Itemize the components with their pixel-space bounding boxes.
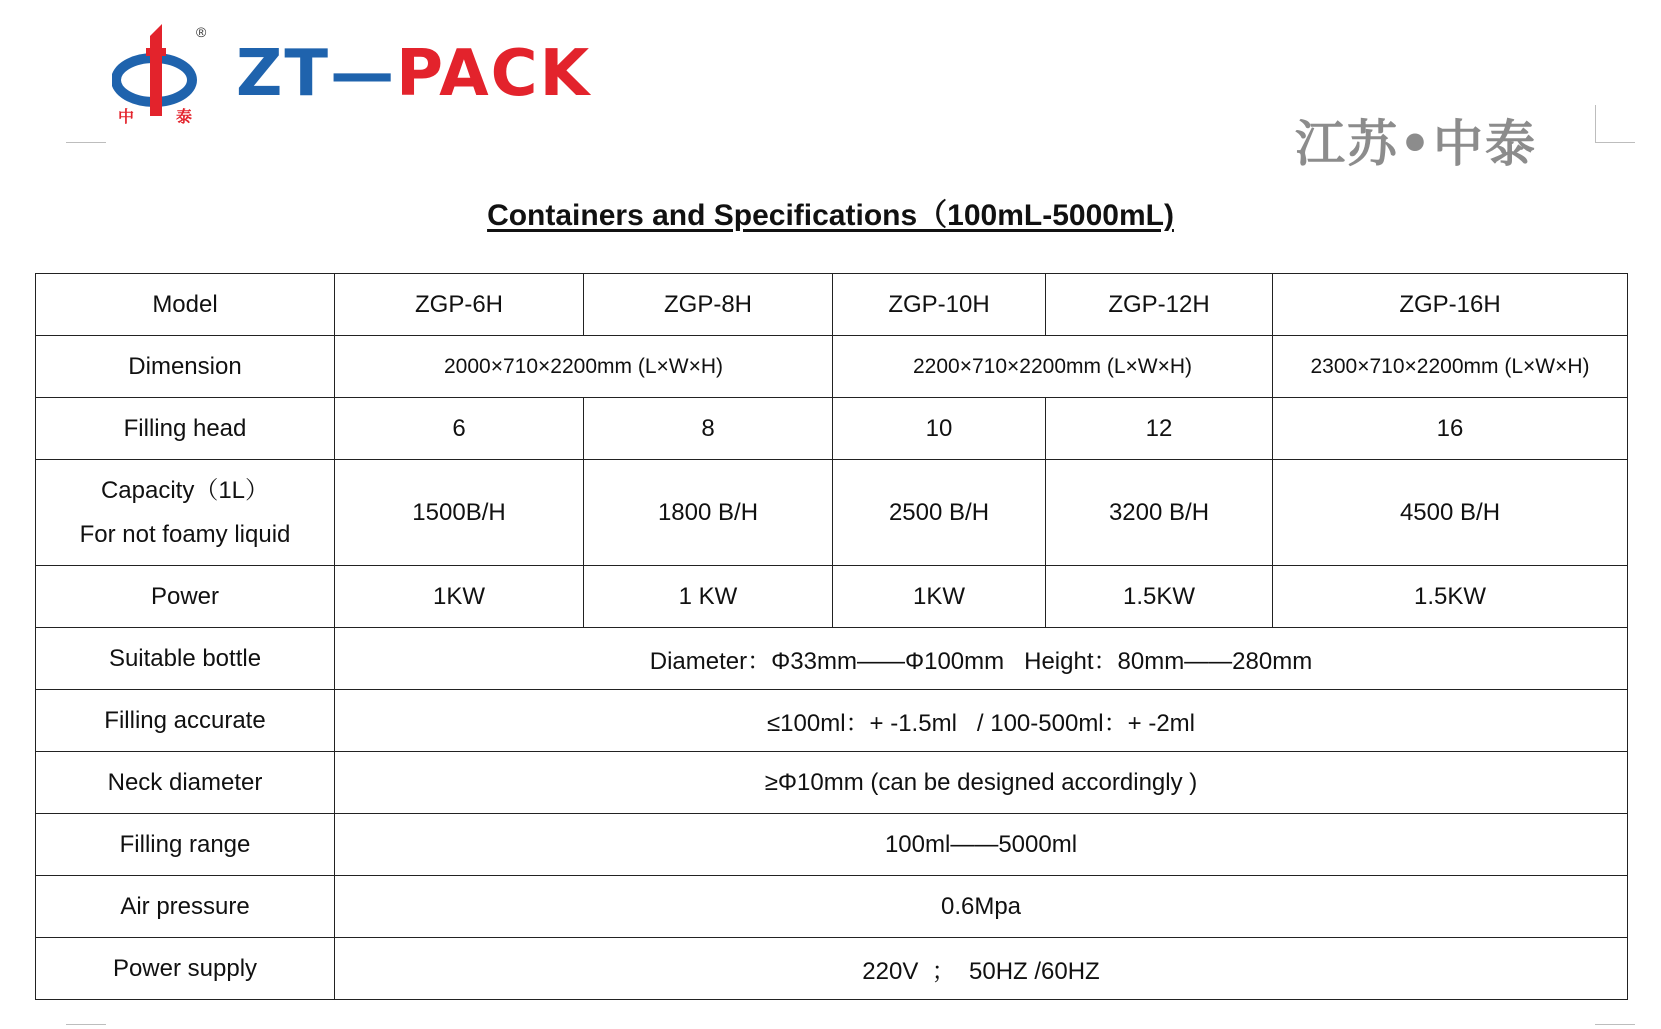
row-label-capacity: [36, 460, 335, 566]
suitable-bottle-cell: Diameter：Φ33mm——Φ100mm Height：80mm——280mm: [335, 628, 1628, 690]
power-cell: 1KW: [335, 566, 584, 628]
logo-char-left: 中: [118, 107, 135, 126]
capacity-label-line1: Capacity（1L）: [100, 476, 270, 504]
row-label-model: Model: [36, 274, 335, 336]
power-cell: 1 KW: [584, 566, 833, 628]
filling-head-cell: 6: [335, 398, 584, 460]
crop-mark-top-right-h: [1595, 142, 1635, 143]
company-name-cn: 江苏•中泰: [1295, 115, 1537, 173]
table-row-filling-range: [36, 814, 1628, 876]
filling-range-cell: 100ml——5000ml: [335, 814, 1628, 876]
model-cell: ZGP-8H: [584, 274, 833, 336]
filling-head-cell: 12: [1046, 398, 1273, 460]
registered-mark: ®: [196, 24, 207, 40]
table-row-power-supply: [36, 938, 1628, 1000]
neck-diameter-cell: ≥Φ10mm (can be designed accordingly ): [335, 752, 1628, 814]
row-label-neck-diameter: Neck diameter: [36, 752, 335, 814]
row-label-filling-range: Filling range: [36, 814, 335, 876]
table-row-suitable-bottle: [36, 628, 1628, 690]
filling-head-cell: 16: [1273, 398, 1628, 460]
capacity-cell: 4500 B/H: [1273, 460, 1628, 566]
row-label-power: Power: [36, 566, 335, 628]
air-pressure-cell: 0.6Mpa: [335, 876, 1628, 938]
model-cell: ZGP-6H: [335, 274, 584, 336]
filling-accurate-cell: ≤100ml：+ -1.5ml / 100-500ml：+ -2ml: [335, 690, 1628, 752]
table-row-dimension: [36, 336, 1628, 398]
table-row-filling-accurate: [36, 690, 1628, 752]
table-row-capacity: [36, 460, 1628, 566]
model-cell: ZGP-10H: [833, 274, 1046, 336]
brand-dash: —: [330, 37, 397, 111]
row-label-dimension: Dimension: [36, 336, 335, 398]
table-row-neck-diameter: [36, 752, 1628, 814]
page-title: Containers and Specifications（100mL-5000mL): [487, 199, 1174, 232]
dimension-cell: 2200×710×2200mm (L×W×H): [833, 336, 1273, 398]
table-row-model: [36, 274, 1628, 336]
capacity-cell: 3200 B/H: [1046, 460, 1273, 566]
dimension-cell: 2000×710×2200mm (L×W×H): [335, 336, 833, 398]
filling-head-cell: 10: [833, 398, 1046, 460]
power-cell: 1.5KW: [1046, 566, 1273, 628]
power-cell: 1.5KW: [1273, 566, 1628, 628]
power-cell: 1KW: [833, 566, 1046, 628]
row-label-power-supply: Power supply: [36, 938, 335, 1000]
brand-zt: ZT: [236, 37, 331, 111]
model-cell: ZGP-12H: [1046, 274, 1273, 336]
model-cell: ZGP-16H: [1273, 274, 1628, 336]
table-row-power: [36, 566, 1628, 628]
row-label-suitable-bottle: Suitable bottle: [36, 628, 335, 690]
row-label-air-pressure: Air pressure: [36, 876, 335, 938]
crop-mark-top-left: [66, 142, 106, 143]
row-label-filling-head: Filling head: [36, 398, 335, 460]
capacity-cell: 2500 B/H: [833, 460, 1046, 566]
crop-mark-bottom-left: [66, 1024, 106, 1025]
row-label-filling-accurate: Filling accurate: [36, 690, 335, 752]
brand-pack: PACK: [396, 37, 592, 111]
crop-mark-bottom-right: [1595, 1024, 1635, 1025]
capacity-label-line2: For not foamy liquid: [79, 520, 291, 548]
power-supply-cell: 220V ； 50HZ /60HZ: [335, 938, 1628, 1000]
table-row-air-pressure: [36, 876, 1628, 938]
spec-table: [35, 273, 1628, 1000]
brand-wordmark: [236, 37, 592, 111]
zt-pack-logo-icon: [112, 22, 208, 132]
crop-mark-top-right-v: [1595, 105, 1596, 143]
dimension-cell: 2300×710×2200mm (L×W×H): [1273, 336, 1628, 398]
filling-head-cell: 8: [584, 398, 833, 460]
logo-char-right: 泰: [176, 107, 193, 126]
capacity-cell: 1500B/H: [335, 460, 584, 566]
capacity-cell: 1800 B/H: [584, 460, 833, 566]
table-row-filling-head: [36, 398, 1628, 460]
